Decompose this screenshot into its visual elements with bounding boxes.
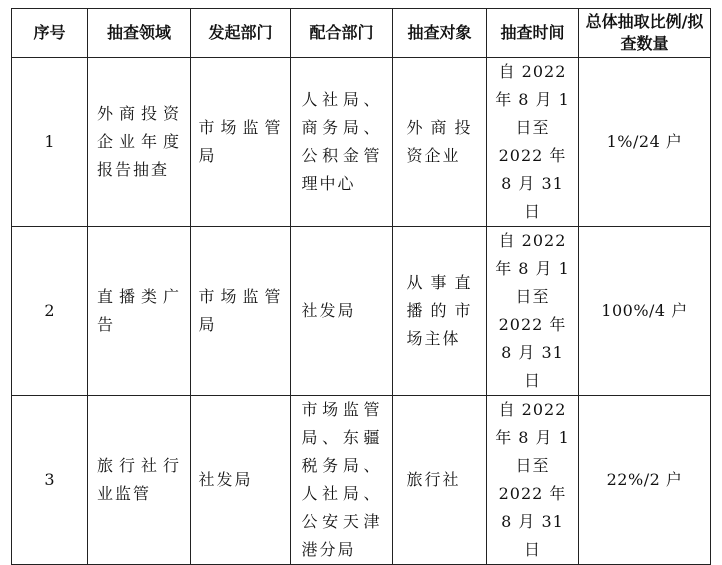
table-row (12, 396, 711, 565)
cell-time (487, 58, 579, 227)
cell-coop-text: 人社局、商务局、公积金管理中心 (301, 90, 382, 193)
cell-seq: 2 (12, 227, 88, 396)
cell-area (88, 58, 191, 227)
cell-dept (191, 58, 291, 227)
cell-dept-text: 社发局 (198, 470, 253, 489)
cell-area-text: 直播类广告 (97, 287, 181, 334)
header-obj: 抽查对象 (393, 9, 487, 58)
cell-coop-text: 市场监管局、东疆税务局、人社局、公安天津港分局 (301, 400, 382, 559)
cell-area (88, 396, 191, 565)
cell-time (487, 227, 579, 396)
cell-area-text: 旅行社行业监管 (97, 456, 181, 503)
cell-coop (291, 396, 393, 565)
cell-seq: 3 (12, 396, 88, 565)
cell-coop-text: 社发局 (301, 301, 356, 320)
cell-obj-text: 外商投资企业 (406, 118, 473, 165)
cell-dept (191, 396, 291, 565)
cell-coop (291, 227, 393, 396)
cell-time (487, 396, 579, 565)
header-dept: 发起部门 (191, 9, 291, 58)
header-row (12, 9, 711, 58)
cell-dept (191, 227, 291, 396)
cell-obj (393, 227, 487, 396)
cell-ratio: 1%/24 户 (579, 58, 711, 227)
cell-seq: 1 (12, 58, 88, 227)
cell-time-text: 自 2022 年 8 月 1 日至 2022 年 8 月 31 日 (495, 231, 570, 390)
table-row (12, 58, 711, 227)
cell-obj-text: 从事直播的市场主体 (406, 273, 473, 348)
cell-dept-text: 市场监管局 (198, 287, 283, 334)
cell-time-text: 自 2022 年 8 月 1 日至 2022 年 8 月 31 日 (495, 400, 570, 559)
cell-obj (393, 58, 487, 227)
cell-area-text: 外商投资企业年度报告抽查 (97, 104, 181, 179)
cell-dept-text: 市场监管局 (198, 118, 283, 165)
cell-area (88, 227, 191, 396)
header-area: 抽查领域 (88, 9, 191, 58)
cell-ratio: 100%/4 户 (579, 227, 711, 396)
header-seq: 序号 (12, 9, 88, 58)
cell-obj-text: 旅行社 (406, 470, 461, 489)
cell-coop (291, 58, 393, 227)
header-coop: 配合部门 (291, 9, 393, 58)
inspection-table (11, 8, 711, 565)
cell-time-text: 自 2022 年 8 月 1 日至 2022 年 8 月 31 日 (495, 62, 570, 221)
cell-ratio: 22%/2 户 (579, 396, 711, 565)
cell-obj (393, 396, 487, 565)
header-ratio: 总体抽取比例/拟查数量 (579, 9, 711, 58)
table-row (12, 227, 711, 396)
header-time: 抽查时间 (487, 9, 579, 58)
